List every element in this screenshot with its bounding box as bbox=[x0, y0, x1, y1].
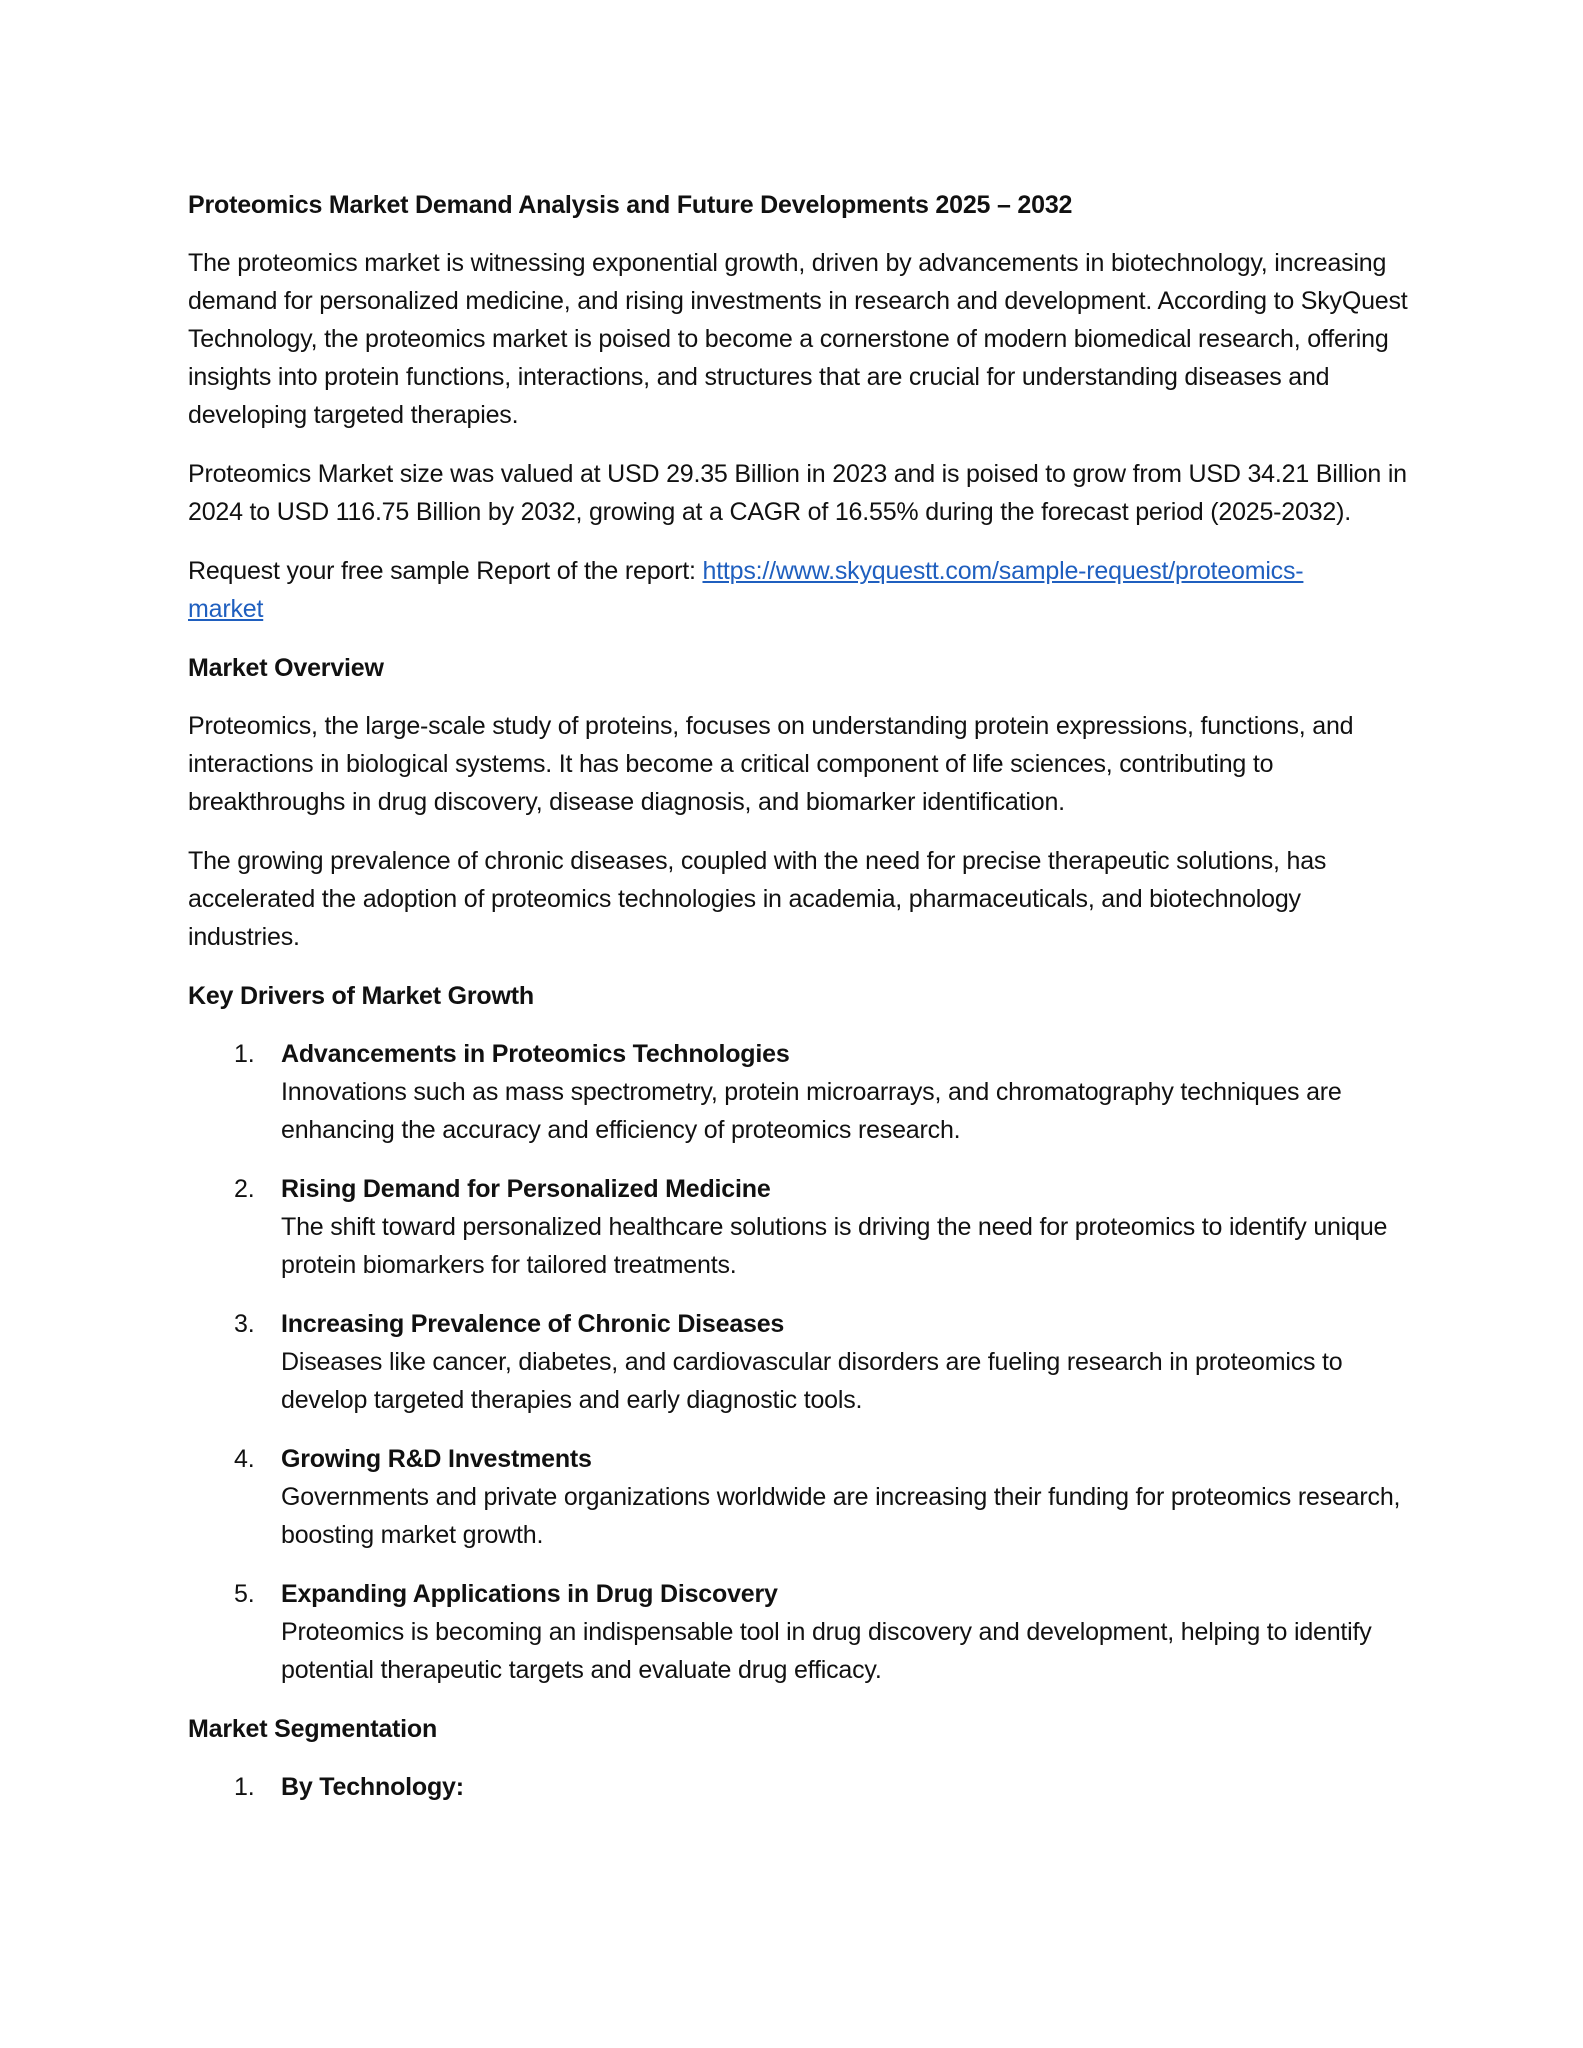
list-item-number: 1. bbox=[234, 1773, 255, 1801]
list-item-number: 3. bbox=[234, 1310, 255, 1338]
document-page bbox=[188, 186, 1413, 1827]
intro-paragraph: The proteomics market is witnessing exponential growth, driven by advancements in biotechnology, increasing demand for personalized medicine, and rising investments in research and development. According to SkyQuest Technology, the proteomics market is poised to become a cornerstone of modern biomedical research, offering insights into protein functions, interactions, and structures that are crucial for understanding diseases and developing targeted therapies. bbox=[188, 249, 1408, 429]
list-item-title: Growing R&D Investments bbox=[281, 1445, 592, 1473]
sample-request-link-line1: https://www.skyquestt.com/sample-request/proteomics- bbox=[702, 557, 1304, 585]
list-item-number: 5. bbox=[234, 1580, 255, 1608]
sample-request-link-line2: market bbox=[188, 595, 264, 623]
list-item bbox=[188, 1768, 1413, 1806]
list-item-number: 2. bbox=[234, 1175, 255, 1203]
list-item-description: The shift toward personalized healthcare solutions is driving the need for proteomics to identify unique protein biomarkers for tailored treatments. bbox=[281, 1213, 1388, 1279]
list-item-description: Innovations such as mass spectrometry, protein microarrays, and chromatography techniques are enhancing the accuracy and efficiency of proteomics research. bbox=[281, 1078, 1342, 1144]
list-item bbox=[188, 1170, 1413, 1284]
list-item-number: 4. bbox=[234, 1445, 255, 1473]
list-item-title: Expanding Applications in Drug Discovery bbox=[281, 1580, 778, 1608]
list-item-description: Diseases like cancer, diabetes, and cardiovascular disorders are fueling research in proteomics to develop targeted therapies and early diagnostic tools. bbox=[281, 1348, 1343, 1414]
market-segmentation-heading: Market Segmentation bbox=[188, 1715, 438, 1743]
market-overview-paragraph-2: The growing prevalence of chronic diseases, coupled with the need for precise therapeutic solutions, has accelerated the adoption of proteomics technologies in academia, pharmaceuticals, and biotechnology industries. bbox=[188, 847, 1327, 951]
list-item-title: Advancements in Proteomics Technologies bbox=[281, 1040, 790, 1068]
list-item bbox=[188, 1440, 1413, 1554]
list-item-description: Governments and private organizations worldwide are increasing their funding for proteomics research, boosting market growth. bbox=[281, 1483, 1401, 1549]
list-item-title: Increasing Prevalence of Chronic Diseases bbox=[281, 1310, 785, 1338]
list-item-description: Proteomics is becoming an indispensable tool in drug discovery and development, helping to identify potential therapeutic targets and evaluate drug efficacy. bbox=[281, 1618, 1372, 1684]
market-size-paragraph: Proteomics Market size was valued at USD 29.35 Billion in 2023 and is poised to grow from USD 34.21 Billion in 2024 to USD 116.75 Billion by 2032, growing at a CAGR of 16.55% during the forecast period (2025-2032). bbox=[188, 460, 1407, 526]
document-title: Proteomics Market Demand Analysis and Future Developments 2025 – 2032 bbox=[188, 191, 1073, 219]
list-item-number: 1. bbox=[234, 1040, 255, 1068]
list-item bbox=[188, 1305, 1413, 1419]
list-item bbox=[188, 1575, 1413, 1689]
key-drivers-heading: Key Drivers of Market Growth bbox=[188, 982, 534, 1010]
market-overview-heading: Market Overview bbox=[188, 654, 384, 682]
list-item-title: Rising Demand for Personalized Medicine bbox=[281, 1175, 771, 1203]
market-segmentation-list bbox=[188, 1768, 1413, 1806]
list-item-title: By Technology: bbox=[281, 1773, 464, 1801]
key-drivers-list bbox=[188, 1035, 1413, 1689]
sample-request-text: Request your free sample Report of the report: bbox=[188, 557, 703, 585]
list-item bbox=[188, 1035, 1413, 1149]
sample-request-paragraph bbox=[188, 552, 1413, 628]
market-overview-paragraph-1: Proteomics, the large-scale study of proteins, focuses on understanding protein expressions, functions, and interactions in biological systems. It has become a critical component of life sciences, contributing to breakthroughs in drug discovery, disease diagnosis, and biomarker identification. bbox=[188, 712, 1354, 816]
